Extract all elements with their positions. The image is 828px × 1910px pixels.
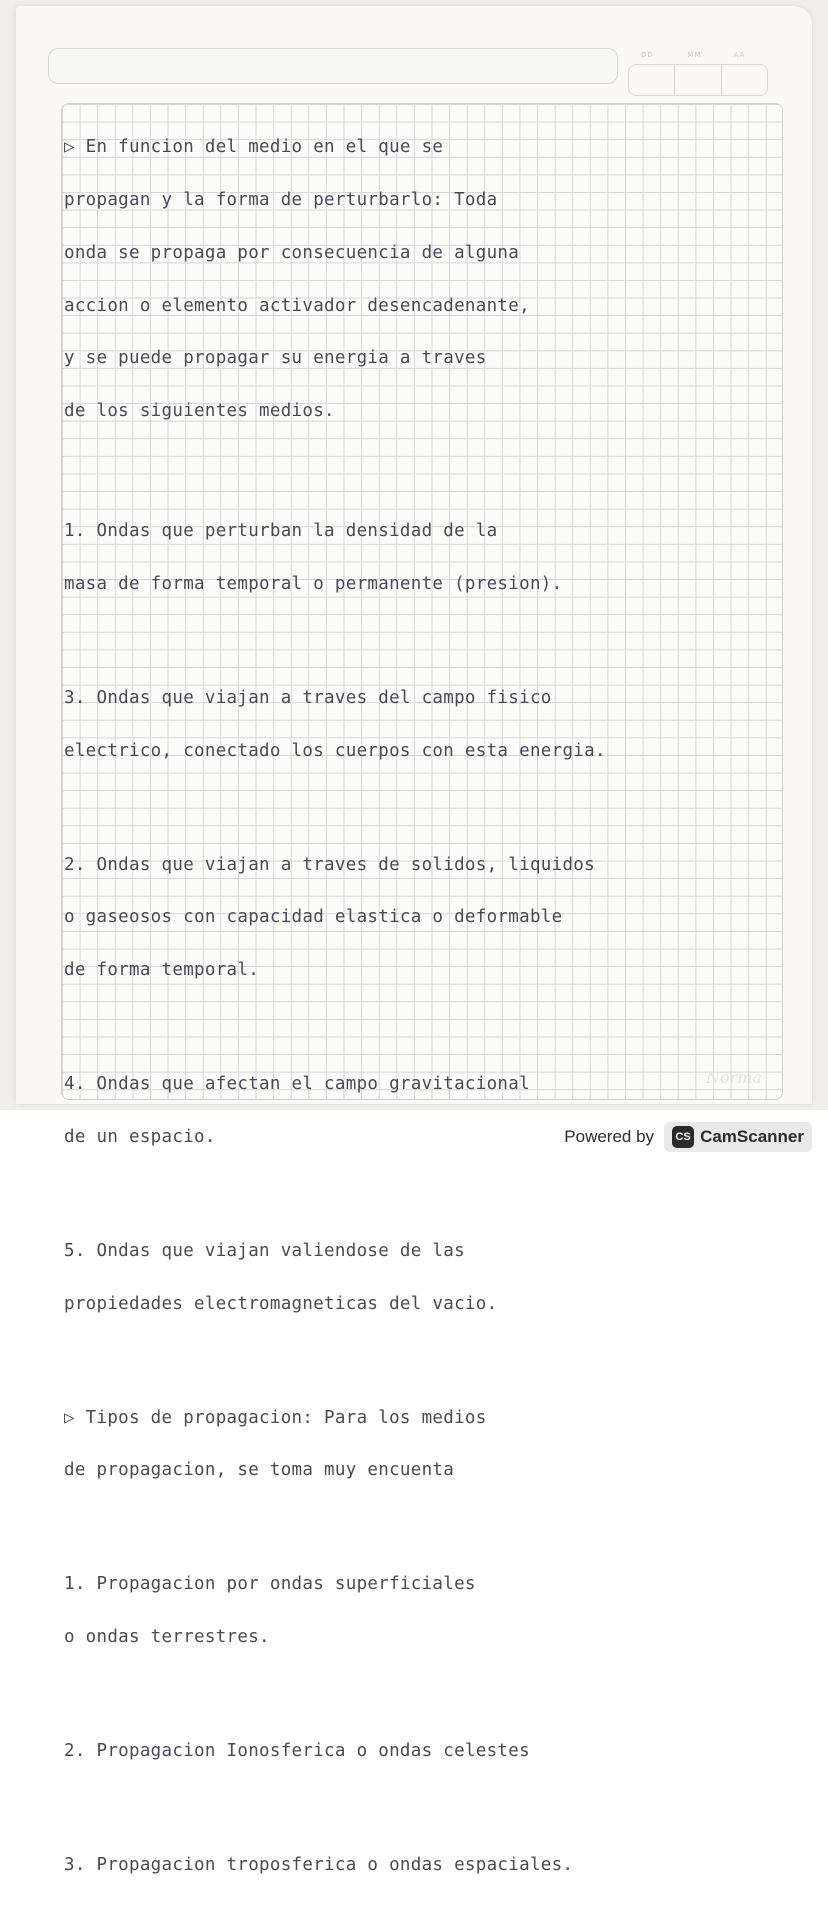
text-line: masa de forma temporal o permanente (presion). <box>64 573 563 594</box>
text-line: ▷ Tipos de propagacion: Para los medios <box>64 1407 487 1428</box>
text-line: accion o elemento activador desencadenante, <box>64 295 530 316</box>
list-item <box>64 1041 764 1182</box>
text-line: o ondas terrestres. <box>64 1627 270 1648</box>
handwritten-notes <box>64 104 764 1910</box>
text-line: 2. Propagacion Ionosferica o ondas celestes <box>64 1741 530 1762</box>
page-header-bar <box>48 48 618 84</box>
list-item <box>64 1708 764 1796</box>
scanner-footer <box>564 1120 812 1154</box>
text-line: propiedades electromagneticas del vacio. <box>64 1293 498 1314</box>
list-item <box>64 1822 764 1910</box>
text-line: de los siguientes medios. <box>64 401 335 422</box>
camscanner-logo-icon: CS <box>672 1126 694 1148</box>
text-line: propagan y la forma de perturbarlo: Toda <box>64 189 498 210</box>
text-line: 3. Propagacion troposferica o ondas espaciales. <box>64 1855 574 1876</box>
list-item <box>64 655 764 796</box>
date-cell-year: AA <box>733 51 746 59</box>
text-line: 5. Ondas que viajan valiendose de las <box>64 1240 465 1261</box>
notebook-brand-watermark: Norma <box>706 1068 762 1087</box>
text-line: de forma temporal. <box>64 960 260 981</box>
text-line: 4. Ondas que afectan el campo gravitacional <box>64 1074 530 1095</box>
list-item <box>64 821 764 1015</box>
date-box <box>628 51 768 96</box>
text-line: de propagacion, se toma muy encuenta <box>64 1460 455 1481</box>
camscanner-name: CamScanner <box>700 1127 804 1146</box>
powered-by-label: Powered by <box>564 1127 655 1146</box>
tipos-paragraph <box>64 1374 764 1515</box>
list-item <box>64 1208 764 1349</box>
text-line: ▷ En funcion del medio en el que se <box>64 137 444 158</box>
camscanner-badge[interactable] <box>664 1122 812 1152</box>
text-line: o gaseosos con capacidad elastica o deformable <box>64 907 563 928</box>
text-line: 1. Ondas que perturban la densidad de la <box>64 521 498 542</box>
text-line: de un espacio. <box>64 1126 216 1147</box>
intro-paragraph <box>64 104 764 456</box>
list-item <box>64 1541 764 1682</box>
text-line: 1. Propagacion por ondas superficiales <box>64 1574 476 1595</box>
text-line: 3. Ondas que viajan a traves del campo fisico <box>64 687 552 708</box>
date-cell-day: DD <box>629 65 675 95</box>
text-line: y se puede propagar su energia a traves <box>64 348 487 369</box>
list-item <box>64 488 764 629</box>
text-line: onda se propaga por consecuencia de alguna <box>64 242 520 263</box>
text-line: 2. Ondas que viajan a traves de solidos, liquidos <box>64 854 595 875</box>
text-line: electrico, conectado los cuerpos con esta energia. <box>64 740 606 761</box>
date-cell-month: MM <box>675 65 721 95</box>
